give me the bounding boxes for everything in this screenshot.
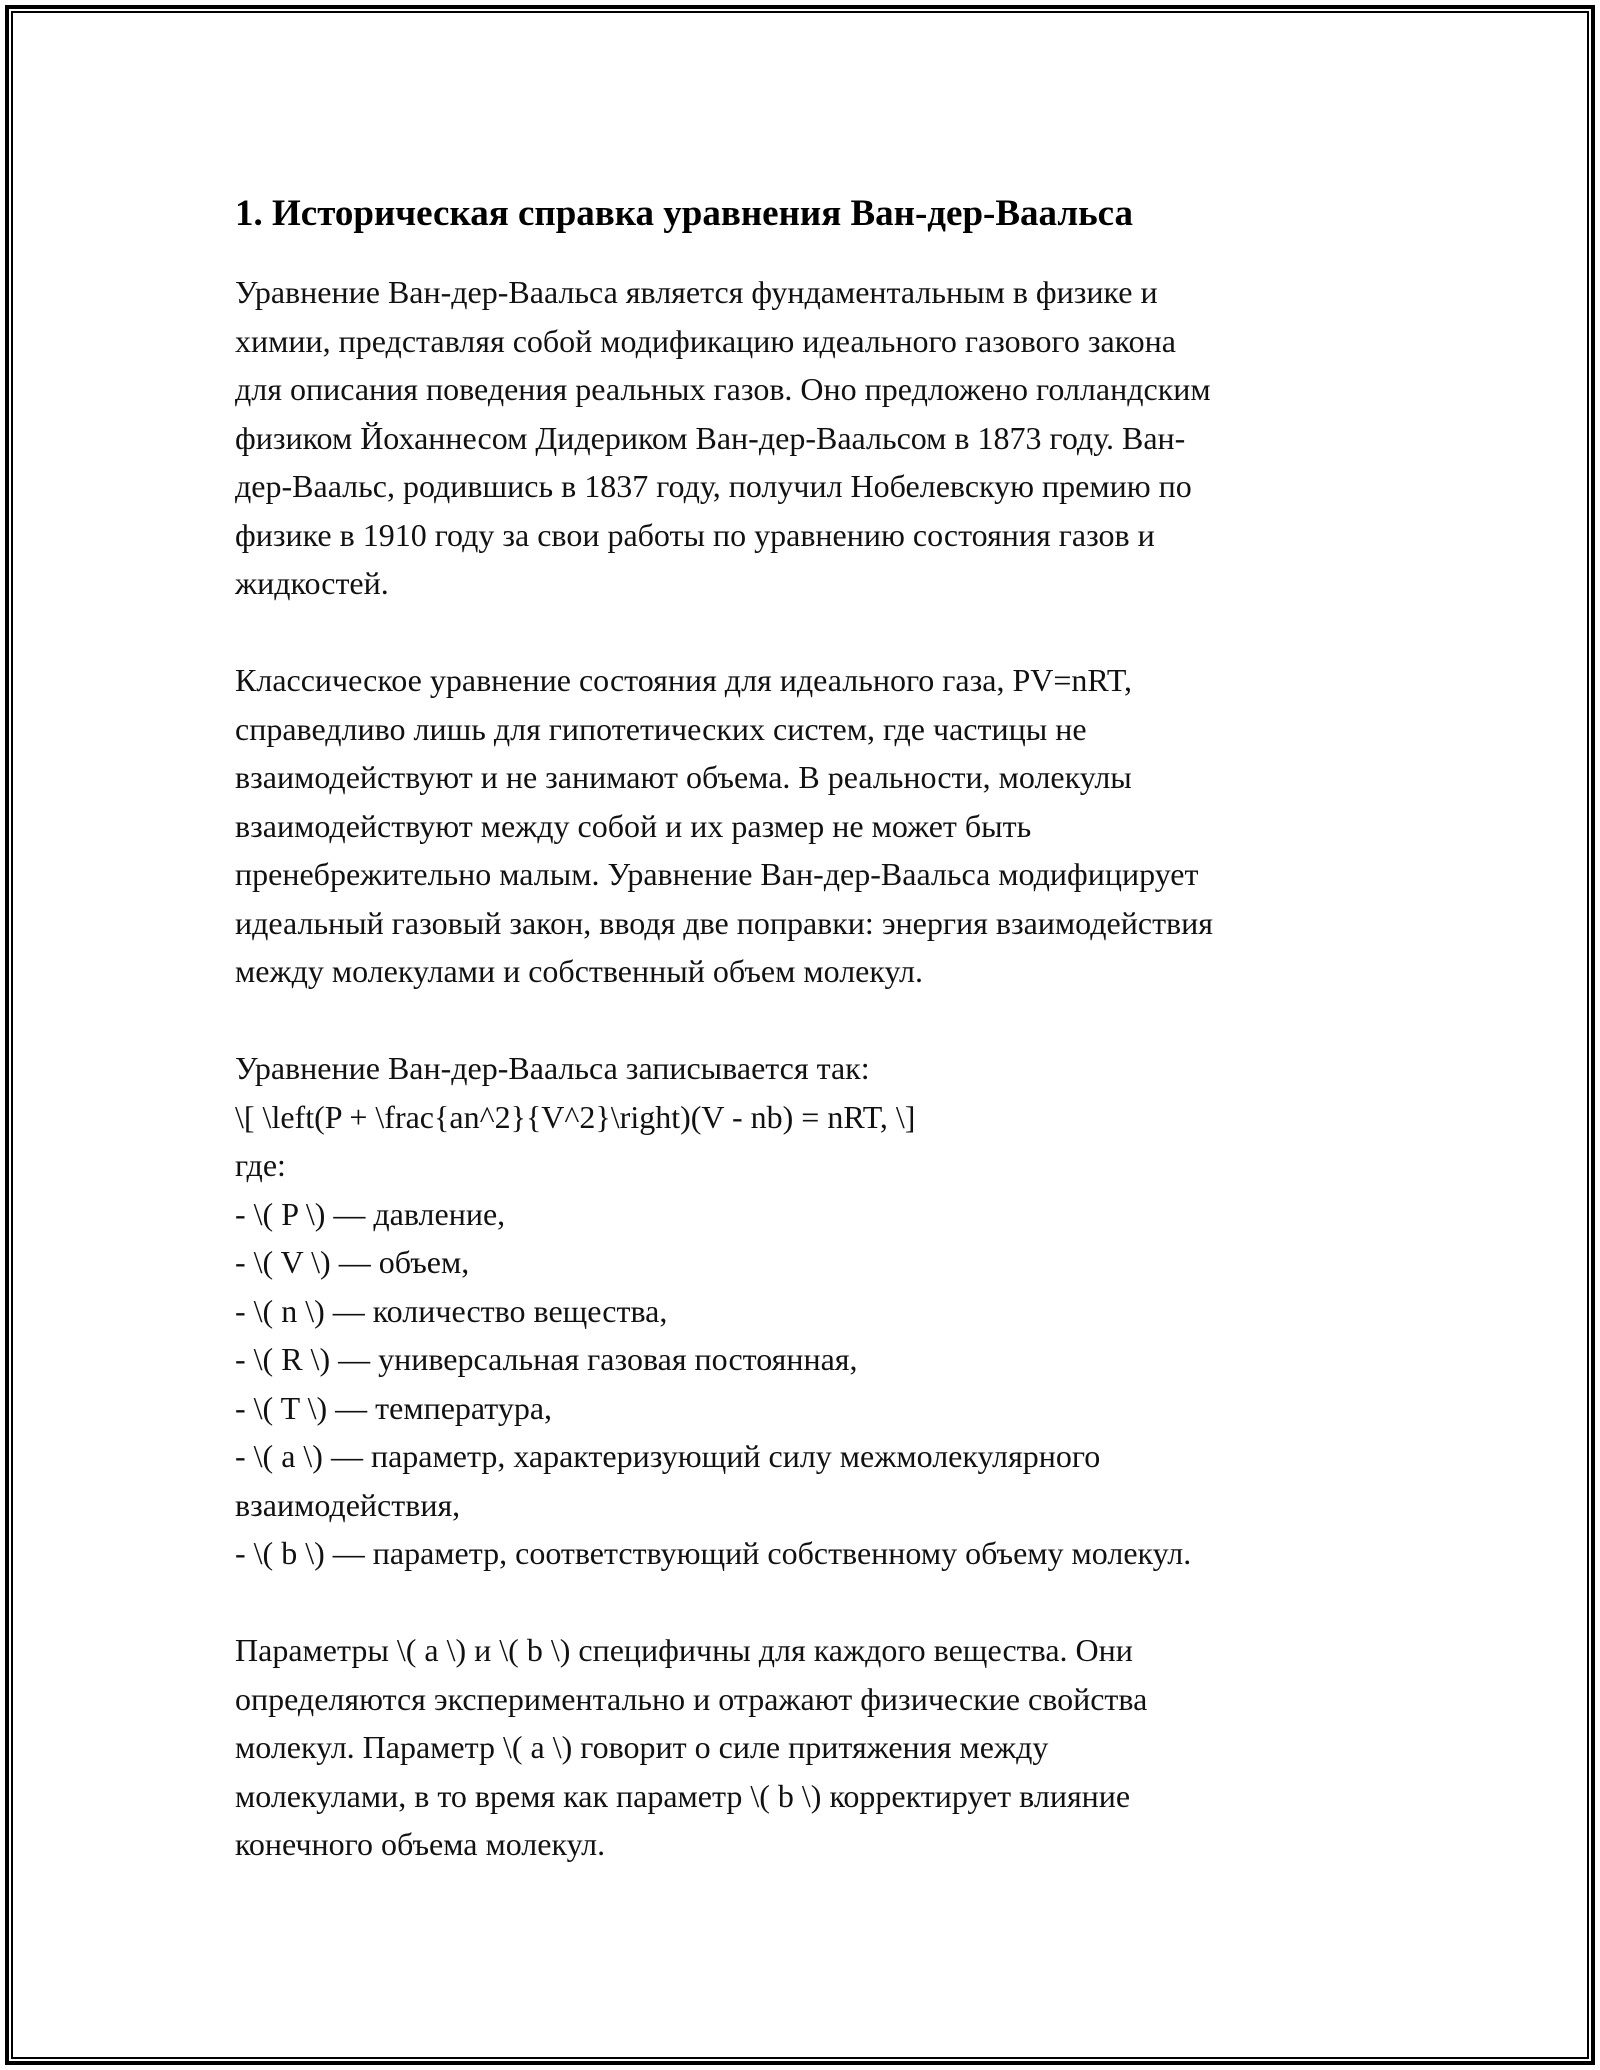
text-line: физиком Йоханнесом Дидериком Ван-дер-Ваальсом в 1873 году. Ван- <box>235 419 1186 456</box>
definition-item: - \( b \) — параметр, соответствующий собственному объему молекул. <box>235 1535 1192 1571</box>
paragraph-spacer <box>235 608 1365 657</box>
text-line: Уравнение Ван-дер-Ваальса записывается так: <box>235 1050 870 1086</box>
text-line: жидкостей. <box>235 565 389 601</box>
text-line: Параметры \( a \) и \( b \) специфичны для каждого вещества. Они <box>235 1632 1133 1668</box>
text-line: физике в 1910 году за свои работы по уравнению состояния газов и <box>235 516 1155 553</box>
text-line: молекул. Параметр \( a \) говорит о силе притяжения между <box>235 1729 1049 1765</box>
definition-item: - \( n \) — количество вещества, <box>235 1292 668 1329</box>
text-line: конечного объема молекул. <box>235 1826 606 1862</box>
definition-item: - \( P \) — давление, <box>235 1195 506 1232</box>
text-line: дер-Ваальс, родившись в 1837 году, получил Нобелевскую премию по <box>235 468 1192 504</box>
paragraph-history <box>235 268 1365 608</box>
text-line: между молекулами и собственный объем молекул. <box>235 953 924 989</box>
definition-item: - \( R \) — универсальная газовая постоянная, <box>235 1341 858 1377</box>
definition-item: - \( a \) — параметр, характеризующий силу межмолекулярного <box>235 1438 1101 1474</box>
text-line: взаимодействуют и не занимают объема. В реальности, молекулы <box>235 759 1132 795</box>
paragraph-ideal-gas <box>235 656 1365 996</box>
text-line: Уравнение Ван-дер-Ваальса является фундаментальным в физике и <box>235 274 1158 310</box>
equation-line: \[ \left(P + \frac{an^2}{V^2}\right)(V - nb) = nRT, \] <box>235 1098 916 1135</box>
paragraph-parameters <box>235 1626 1365 1869</box>
text-line: взаимодействуют между собой и их размер не может быть <box>235 807 1032 844</box>
document-body <box>235 186 1365 1869</box>
text-line: молекулами, в то время как параметр \( b \) корректирует влияние <box>235 1777 1131 1814</box>
text-line: Классическое уравнение состояния для идеального газа, PV=nRT, <box>235 662 1132 698</box>
section-title: 1. Историческая справка уравнения Ван-дер-Ваальса <box>235 193 1134 234</box>
definition-item-continuation: взаимодействия, <box>235 1486 461 1523</box>
paragraph-spacer <box>235 1578 1365 1627</box>
text-line: для описания поведения реальных газов. Оно предложено голландским <box>235 371 1211 407</box>
definition-item: - \( T \) — температура, <box>235 1389 553 1426</box>
text-line: где: <box>235 1147 286 1183</box>
text-line: химии, представляя собой модификацию идеального газового закона <box>235 322 1176 359</box>
paragraph-spacer <box>235 996 1365 1045</box>
paragraph-equation <box>235 1044 1365 1578</box>
text-line: определяются экспериментально и отражают физические свойства <box>235 1680 1148 1717</box>
definition-item: - \( V \) — объем, <box>235 1244 470 1280</box>
text-line: справедливо лишь для гипотетических систем, где частицы не <box>235 710 1087 747</box>
text-line: пренебрежительно малым. Уравнение Ван-дер-Ваальса модифицирует <box>235 856 1199 892</box>
text-line: идеальный газовый закон, вводя две поправки: энергия взаимодействия <box>235 904 1213 941</box>
